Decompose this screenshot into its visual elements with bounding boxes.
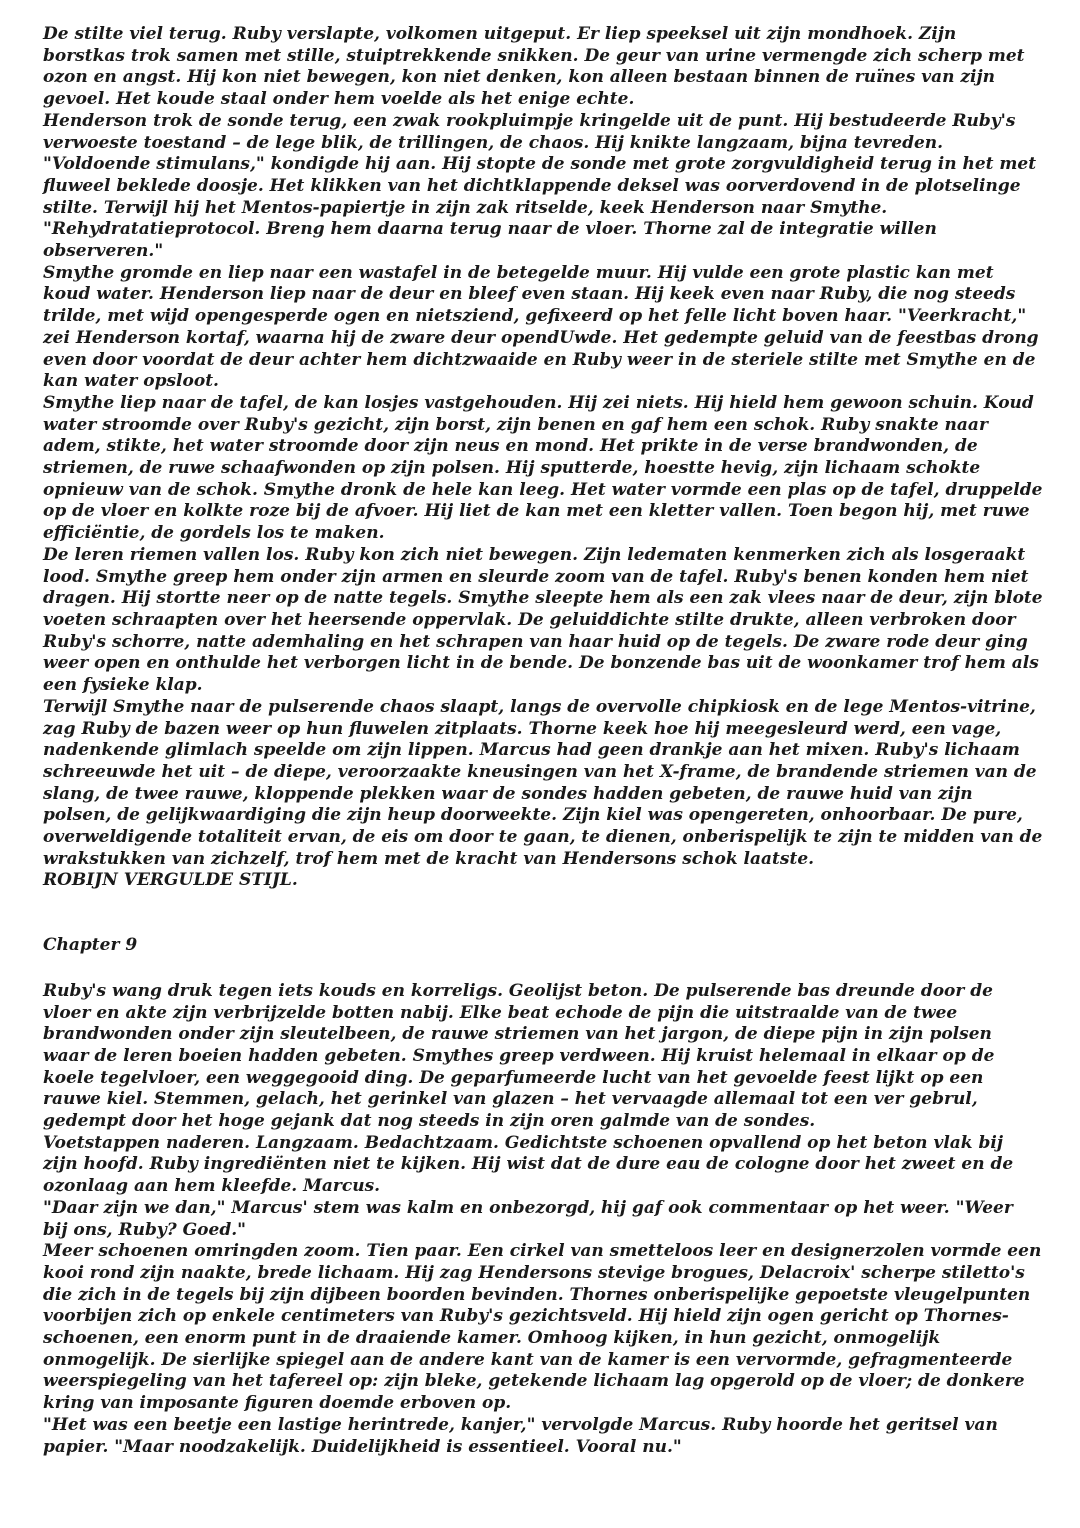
paragraph: "Daar zijn we dan," Marcus' stem was kalm en onbezorgd, hij gaf ook commentaar op het weer. "Weer bij ons, Ruby? Goed." <box>43 1197 1013 1240</box>
paragraph: Smythe liep naar de tafel, de kan losjes vastgehouden. Hij zei niets. Hij hield hem gewoon schuin. Koud water stroomde over Ruby's gezicht, zijn borst, zijn benen en gaf hem een schok. Ruby snakte naar adem, stikte, het water stroomde door zijn neus en mond. Het prikte in de verse brandwonden, de striemen, de ruwe schaafwonden op zijn polsen. Hij sputterde, hoestte hevig, zijn lichaam schokte opnieuw van de schok. Smythe dronk de hele kan leeg. Het water vormde een plas op de tafel, druppelde op de vloer en kolkte roze bij de afvoer. Hij liet de kan met een kletter vallen. Toen begon hij, met ruwe efficiëntie, de gordels los te maken. <box>43 392 1043 544</box>
paragraph: Ruby's wang druk tegen iets kouds en korreligs. Geolijst beton. De pulserende bas dreunde door de vloer en akte zijn verbrijzelde botten nabij. Elke beat echode de pijn die uitstraalde van de twee brandwonden onder zijn sleutelbeen, de rauwe striemen van het jargon, de diepe pijn in zijn polsen waar de leren boeien hadden gebeten. Smythes greep verdween. Hij kruist helemaal in elkaar op de koele tegelvloer, een weggegooid ding. De geparfumeerde lucht van het gevoelde feest lijkt op een rauwe kiel. Stemmen, gelach, het gerinkel van glazen – het vervaagde allemaal tot een ver gebrul, gedempt door het hoge gejank dat nog steeds in zijn oren galmde van de sondes. <box>43 980 995 1132</box>
paragraph: De leren riemen vallen los. Ruby kon zich niet bewegen. Zijn ledematen kenmerken zich als losgeraakt lood. Smythe greep hem onder zijn armen en sleurde zoom van de tafel. Ruby's benen konden hem niet dragen. Hij stortte neer op de natte tegels. Smythe sleepte hem als een zak vlees naar de deur, zijn blote voeten schraapten over het heersende oppervlak. De geluiddichte stilte drukte, alleen verbroken door Ruby's schorre, natte ademhaling en het schrapen van haar huid op de tegels. De zware rode deur ging weer open en onthulde het verborgen licht in de bende. De bonzende bas uit de woonkamer trof hem als een fysieke klap. <box>43 544 1043 696</box>
paragraph: Terwijl Smythe naar de pulserende chaos slaapt, langs de overvolle chipkiosk en de lege Mentos-vitrine, zag Ruby de bazen weer op hun fluwelen zitplaats. Thorne keek hoe hij meegesleurd werd, een vage, nadenkende glimlach speelde om zijn lippen. Marcus had geen drankje aan het mixen. Ruby's lichaam schreeuwde het uit – de diepe, veroorzaakte kneusingen van het X-frame, de brandende striemen van de slang, de twee rauwe, kloppende plekken waar de sondes hadden gebeten, de rauwe huid van zijn polsen, de gelijkwaardiging die zijn heup doorweekte. Zijn kiel was opengereten, onhoorbaar. De pure, overweldigende totaliteit ervan, de eis om door te gaan, te dienen, onberispelijk te zijn te midden van de wrakstukken van zichzelf, trof hem met de kracht van Hendersons schok laatste. <box>43 696 1043 869</box>
document-page <box>43 24 1043 1458</box>
paragraph: Voetstappen naderen. Langzaam. Bedachtzaam. Gedichtste schoenen opvallend op het beton vlak bij zijn hoofd. Ruby ingrediënten niet te kijken. Hij wist dat de dure eau de cologne door het zweet en de ozonlaag aan hem kleefde. Marcus. <box>43 1132 1014 1197</box>
paragraph: Meer schoenen omringden zoom. Tien paar. Een cirkel van smetteloos leer en designerzolen vormde een kooi rond zijn naakte, brede lichaam. Hij zag Hendersons stevige brogues, Delacroix' scherpe stiletto's die zich in de tegels bij zijn dijbeen boorden bevinden. Thornes onberispelijke gepoetste vleugelpunten voorbijen zich op enkele centimeters van Ruby's gezichtsveld. Hij hield zijn ogen gericht op Thornes-schoenen, een enorm punt in de draaiende kamer. Omhoog kijken, in hun gezicht, onmogelijk onmogelijk. De sierlijke spiegel aan de andere kant van de kamer is een vervormde, gefragmenteerde weerspiegeling van het tafereel op: zijn bleke, getekende lichaam lag opgerold op de vloer; de donkere kring van imposante figuren doemde erboven op. <box>43 1241 1042 1414</box>
paragraph: De stilte viel terug. Ruby verslapte, volkomen uitgeput. Er liep speeksel uit zijn mondhoek. Zijn borstkas trok samen met stille, stuiptrekkende snikken. De geur van urine vermengde zich scherp met ozon en angst. Hij kon niet bewegen, kon niet denken, kon alleen bestaan binnen de ruïnes van zijn gevoel. Het koude staal onder hem voelde als het enige echte. <box>43 24 1025 110</box>
section-ending-line: ROBIJN VERGULDE STIJL. <box>43 870 298 891</box>
chapter-heading: Chapter 9 <box>43 935 138 956</box>
paragraph: Smythe gromde en liep naar een wastafel in de betegelde muur. Hij vulde een grote plastic kan met koud water. Henderson liep naar de deur en bleef even staan. Hij keek even naar Ruby, die nog steeds trilde, met wijd opengesperde ogen en nietsziend, gefixeerd op het felle licht boven haar. "Veerkracht," zei Henderson kortaf, waarna hij de zware deur opendUwde. Het gedempte geluid van de feestbas drong even door voordat de deur achter hem dichtzwaaide en Ruby weer in de steriele stilte met Smythe en de kan water opsloot. <box>43 262 1039 392</box>
paragraph: "Het was een beetje een lastige herintrede, kanjer," vervolgde Marcus. Ruby hoorde het geritsel van papier. "Maar noodzakelijk. Duidelijkheid is essentieel. Vooral nu." <box>43 1414 998 1457</box>
paragraph: Henderson trok de sonde terug, een zwak rookpluimpje kringelde uit de punt. Hij bestudeerde Ruby's verwoeste toestand – de lege blik, de trillingen, de chaos. Hij knikte langzaam, bijna tevreden. "Voldoende stimulans," kondigde hij aan. Hij stopte de sonde met grote zorgvuldigheid terug in het met fluweel beklede doosje. Het klikken van het dichtklappende deksel was oorverdovend in de plotselinge stilte. Terwijl hij het Mentos-papiertje in zijn zak ritselde, keek Henderson naar Smythe. "Rehydratatieprotocol. Breng hem daarna terug naar de vloer. Thorne zal de integratie willen observeren." <box>43 110 1037 262</box>
